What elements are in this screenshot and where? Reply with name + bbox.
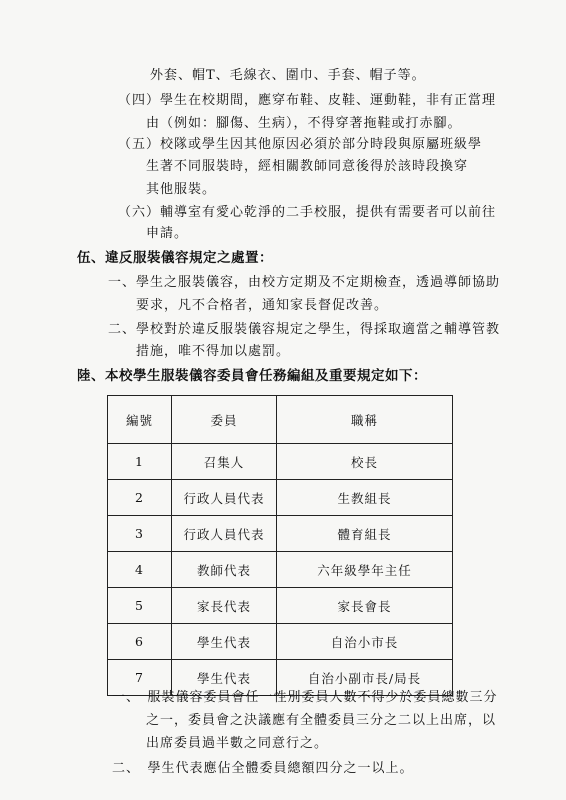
- table-cell: 學生代表: [172, 624, 277, 660]
- table-header-row: [108, 396, 453, 444]
- table-cell: 學生代表: [172, 660, 277, 696]
- table-cell: 6: [108, 624, 172, 660]
- section-heading: 陸、本校學生服裝儀容委員會任務編組及重要規定如下：: [77, 368, 427, 384]
- table-cell: 教師代表: [172, 552, 277, 588]
- column-header: 職稱: [277, 396, 453, 444]
- table-cell: 自治小市長: [277, 624, 453, 660]
- note-line: 出席委員過半數之同意行之。: [146, 736, 329, 751]
- table-cell: 召集人: [172, 444, 277, 480]
- section-line: 要求，凡不合格者，通知家長督促改善。: [136, 298, 389, 313]
- table-row: [108, 516, 453, 552]
- section-line: 一、學生之服裝儀容，由校方定期及不定期檢查，透過導師協助: [108, 275, 501, 290]
- intro-line: 其他服裝。: [146, 182, 217, 197]
- table-cell: 自治小副市長/局長: [277, 660, 453, 696]
- section-line: 措施，唯不得加以處罰。: [136, 344, 291, 359]
- table-cell: 行政人員代表: [172, 516, 277, 552]
- column-header: 委員: [172, 396, 277, 444]
- table-cell: 行政人員代表: [172, 480, 277, 516]
- table-cell: 家長會長: [277, 588, 453, 624]
- intro-line: （四）學生在校期間，應穿布鞋、皮鞋、運動鞋，非有正當理: [118, 93, 497, 108]
- table-row: [108, 444, 453, 480]
- table-cell: 2: [108, 480, 172, 516]
- section-line: 二、學校對於違反服裝儀容規定之學生，得採取適當之輔導管教: [108, 322, 501, 337]
- table-cell: 六年級學年主任: [277, 552, 453, 588]
- table-cell: 1: [108, 444, 172, 480]
- table-cell: 體育組長: [277, 516, 453, 552]
- table-cell: 校長: [277, 444, 453, 480]
- intro-line: 申請。: [146, 226, 189, 241]
- note-line: 二、 學生代表應佔全體委員總額四分之一以上。: [112, 761, 414, 776]
- column-header: 編號: [108, 396, 172, 444]
- table-row: [108, 624, 453, 660]
- section-heading: 伍、違反服裝儀容規定之處置：: [77, 250, 273, 266]
- table-row: [108, 552, 453, 588]
- committee-table: [107, 395, 453, 696]
- table-row: [108, 588, 453, 624]
- table-cell: 4: [108, 552, 172, 588]
- intro-line: （五）校隊或學生因其他原因必須於部分時段與原屬班級學: [118, 137, 483, 152]
- table-cell: 家長代表: [172, 588, 277, 624]
- table-cell: 5: [108, 588, 172, 624]
- table-cell: 3: [108, 516, 172, 552]
- note-line: 之一，委員會之決議應有全體委員三分之二以上出席，以: [146, 713, 497, 728]
- intro-line: 由（例如：腳傷、生病），不得穿著拖鞋或打赤腳。: [146, 116, 462, 131]
- table-cell: 生教組長: [277, 480, 453, 516]
- table-cell: 7: [108, 660, 172, 696]
- intro-line: 生著不同服裝時，經相關教師同意後得於該時段換穿: [146, 159, 469, 174]
- intro-line: （六）輔導室有愛心乾淨的二手校服，提供有需要者可以前往: [118, 205, 497, 220]
- intro-line: 外套、帽T、毛線衣、圍巾、手套、帽子等。: [150, 68, 426, 83]
- note-line: 一、 服裝儀容委員會任一性別委員人數不得少於委員總數三分: [112, 690, 498, 705]
- table-row: [108, 480, 453, 516]
